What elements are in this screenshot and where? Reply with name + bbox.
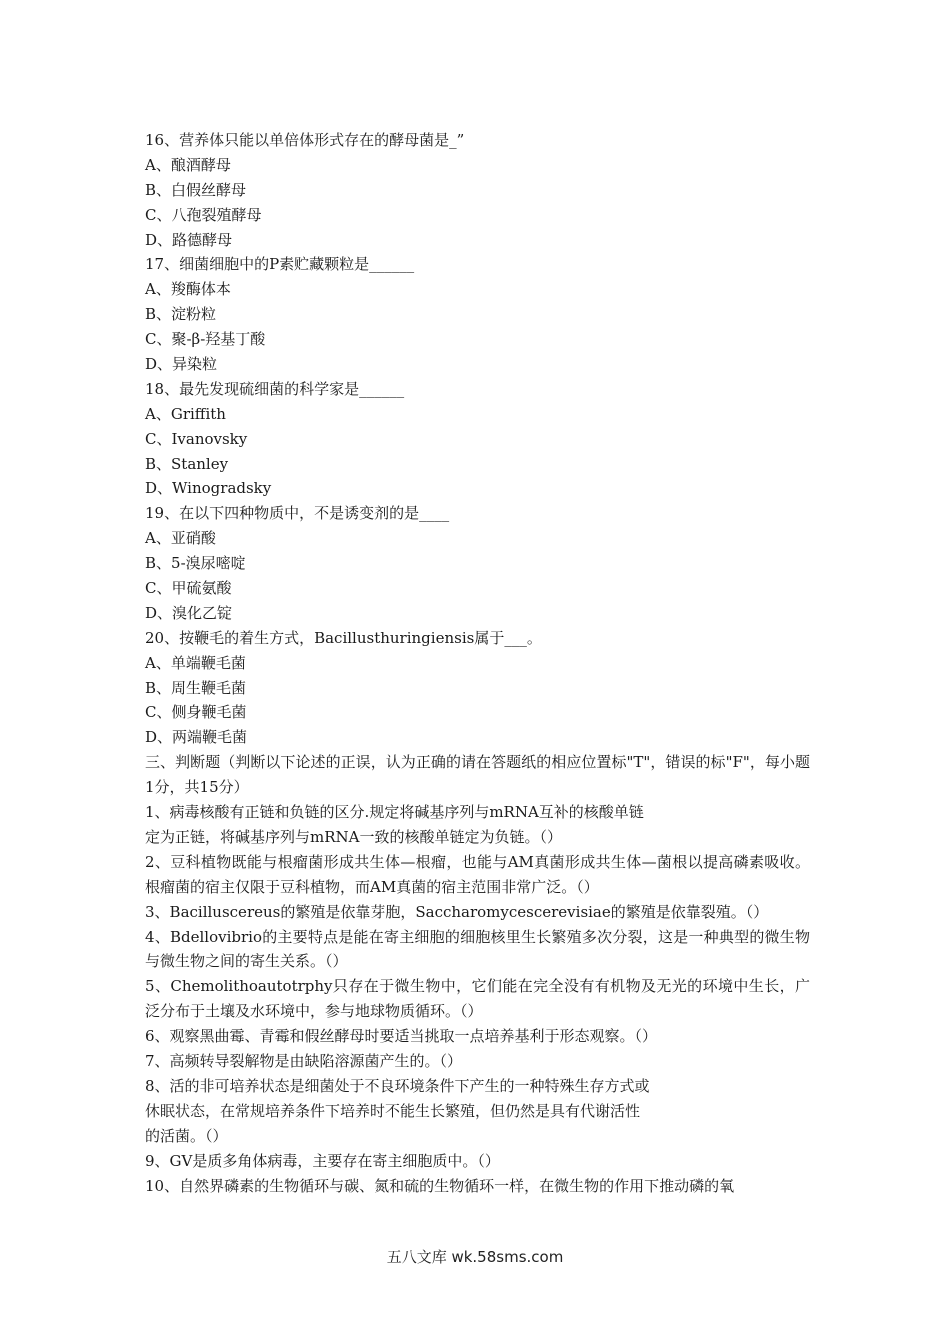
question-stem: 19、在以下四种物质中，不是诱变剂的是____	[145, 504, 450, 523]
option: B、Stanley	[145, 454, 229, 473]
judgment-item: 定为正链，将碱基序列与mRNA一致的核酸单链定为负链。（）	[145, 827, 562, 846]
option: B、周生鞭毛菌	[145, 678, 247, 697]
judgment-item: 3、Bacilluscereus的繁殖是依靠芽胞，Saccharomycescerevisiae的繁殖是依靠裂殖。（）	[145, 902, 769, 921]
judgment-item: 休眠状态，在常规培养条件下培养时不能生长繁殖，但仍然是具有代谢活性	[145, 1101, 641, 1120]
section-heading: 三、判断题（判断以下论述的正误，认为正确的请在答题纸的相应位置标"T"，错误的标"F"，每小题1分，共15分）	[145, 753, 810, 797]
option: A、酿酒酵母	[145, 155, 231, 174]
question-stem: 17、细菌细胞中的P素贮藏颗粒是______	[145, 255, 415, 274]
page-footer-watermark: 五八文库 wk.58sms.com	[386, 1248, 564, 1266]
judgment-item: 6、观察黑曲霉、青霉和假丝酵母时要适当挑取一点培养基利于形态观察。（）	[145, 1027, 658, 1046]
judgment-item: 的活菌。（）	[145, 1126, 228, 1145]
judgment-item: 8、活的非可培养状态是细菌处于不良环境条件下产生的一种特殊生存方式或	[145, 1076, 650, 1095]
option: C、Ivanovsky	[145, 429, 248, 448]
option: C、甲硫氨酸	[145, 579, 232, 598]
document-body	[145, 128, 810, 1198]
option: D、Winogradsky	[145, 479, 272, 498]
option: D、路德酵母	[145, 230, 233, 249]
option: A、亚硝酸	[145, 529, 216, 548]
judgment-item: 2、豆科植物既能与根瘤菌形成共生体—根瘤，也能与AM真菌形成共生体—菌根以提高磷素吸收。根瘤菌的宿主仅限于豆科植物，而AM真菌的宿主范围非常广泛。（）	[145, 852, 810, 896]
option: A、Griffith	[145, 404, 226, 423]
option: C、八孢裂殖酵母	[145, 205, 262, 224]
judgment-item: 9、GV是质多角体病毒，主要存在寄主细胞质中。（）	[145, 1151, 500, 1170]
question-stem: 18、最先发现硫细菌的科学家是______	[145, 379, 405, 398]
option: D、溴化乙锭	[145, 603, 233, 622]
option: A、单端鞭毛菌	[145, 653, 246, 672]
judgment-item: 4、Bdellovibrio的主要特点是能在寄主细胞的细胞核里生长繁殖多次分裂，这是一种典型的微生物与微生物之间的寄生关系。（）	[145, 927, 810, 971]
question-stem: 16、营养体只能以单倍体形式存在的酵母菌是_”	[145, 131, 465, 149]
option: B、淀粉粒	[145, 305, 217, 324]
option: D、异染粒	[145, 355, 218, 374]
option: C、聚-β-羟基丁酸	[145, 330, 266, 349]
option: C、侧身鞭毛菌	[145, 703, 247, 722]
judgment-item: 5、Chemolithoautotrphy只存在于微生物中，它们能在完全没有有机物及无光的环境中生长，广泛分布于土壤及水环境中，参与地球物质循环。（）	[145, 977, 810, 1021]
option: D、两端鞭毛菌	[145, 728, 248, 747]
judgment-item: 7、高频转导裂解物是由缺陷溶源菌产生的。（）	[145, 1052, 463, 1071]
judgment-item: 10、自然界磷素的生物循环与碳、氮和硫的生物循环一样，在微生物的作用下推动磷的氧	[145, 1176, 735, 1195]
option: B、5-溴尿嘧啶	[145, 554, 246, 573]
question-stem: 20、按鞭毛的着生方式，Bacillusthuringiensis属于___。	[145, 628, 542, 647]
option: B、白假丝酵母	[145, 180, 247, 199]
judgment-item: 1、病毒核酸有正链和负链的区分.规定将碱基序列与mRNA互补的核酸单链	[145, 803, 644, 822]
option: A、羧酶体本	[145, 280, 231, 299]
